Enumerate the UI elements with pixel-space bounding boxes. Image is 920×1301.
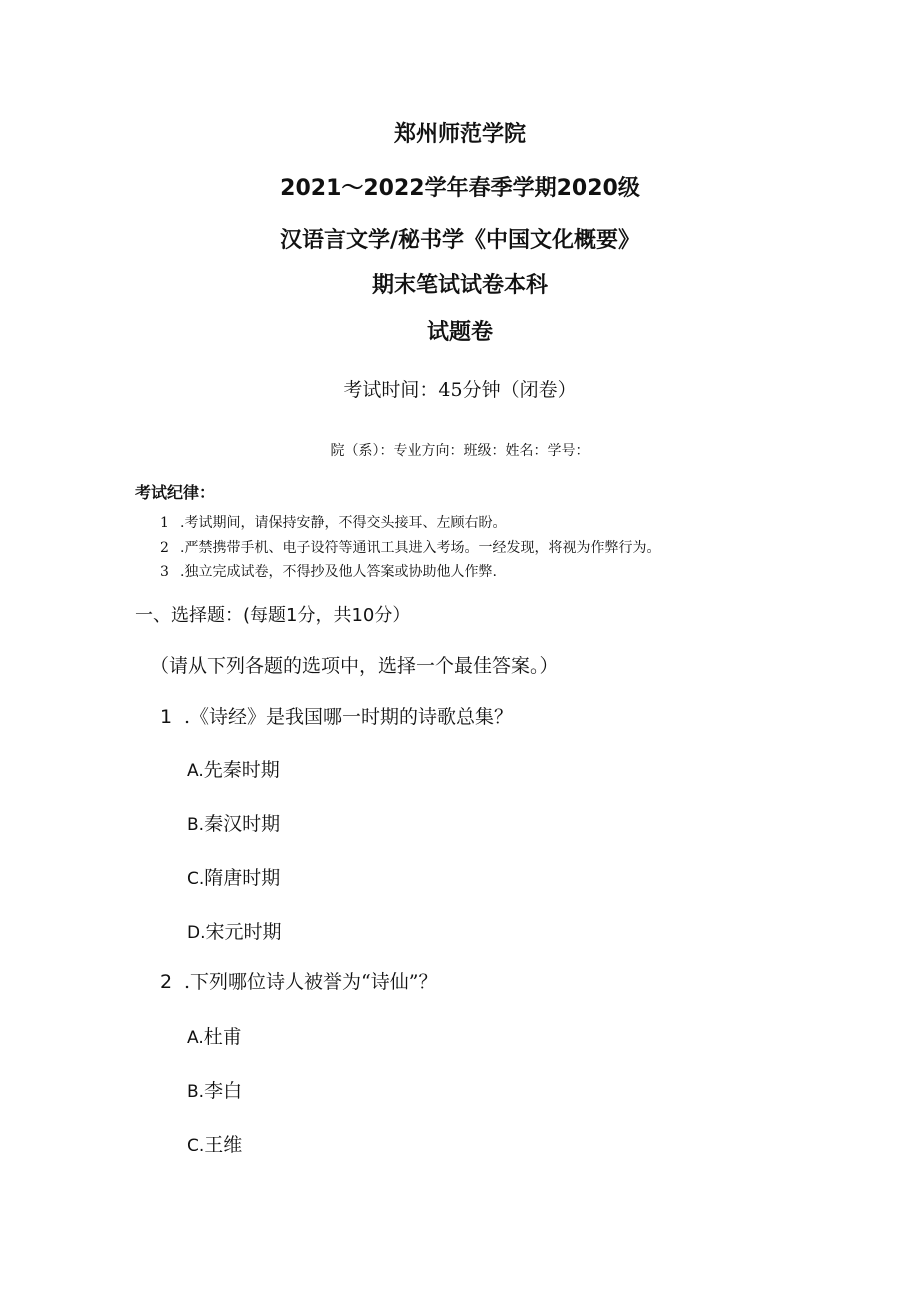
option-letter: A. bbox=[187, 761, 204, 781]
option-text: 秦汉时期 bbox=[204, 813, 281, 835]
rule-text: .独立完成试卷，不得抄及他人答案或协助他人作弊. bbox=[180, 564, 497, 580]
question-number: 1 bbox=[160, 706, 173, 728]
question-1-option-c bbox=[187, 864, 280, 893]
question-1-option-a bbox=[187, 756, 280, 785]
student-info-line: 院（系）：专业方向：班级：姓名：学号： bbox=[330, 443, 590, 459]
question-number: 2 bbox=[160, 971, 173, 993]
option-letter: C. bbox=[187, 1136, 205, 1156]
rule-number: 3 bbox=[160, 564, 169, 580]
rule-text: .严禁携带手机、电子设符等通讯工具进入考场。一经发现，将视为作弊行为。 bbox=[180, 540, 661, 556]
section-instruction: （请从下列各题的选项中，选择一个最佳答案。） bbox=[150, 655, 559, 677]
question-2-option-c bbox=[187, 1131, 242, 1160]
question-2-option-b bbox=[187, 1077, 242, 1106]
question-text: .下列哪位诗人被誉为“诗仙”？ bbox=[184, 971, 438, 993]
rule-item bbox=[160, 561, 497, 583]
rule-text: .考试期间，请保持安静，不得交头接耳、左顾右盼。 bbox=[180, 515, 507, 531]
option-letter: C. bbox=[187, 869, 205, 889]
option-text: 李白 bbox=[204, 1080, 243, 1102]
question-2-option-a bbox=[187, 1023, 242, 1052]
exam-type-title: 期末笔试试卷本科 bbox=[371, 273, 548, 298]
question-1 bbox=[160, 703, 513, 731]
option-text: 先秦时期 bbox=[203, 759, 280, 781]
option-letter: B. bbox=[187, 815, 205, 835]
option-text: 宋元时期 bbox=[205, 921, 282, 943]
question-1-option-b bbox=[187, 810, 280, 839]
rule-item bbox=[160, 512, 506, 534]
rule-number: 2 bbox=[160, 540, 169, 556]
option-text: 隋唐时期 bbox=[204, 867, 281, 889]
section-title: 一、选择题：(每题1分，共10分） bbox=[135, 605, 411, 626]
option-text: 王维 bbox=[204, 1134, 243, 1156]
rules-title: 考试纪律： bbox=[135, 483, 216, 502]
exam-time: 考试时间：45分钟（闭卷） bbox=[343, 379, 577, 401]
option-letter: D. bbox=[187, 923, 206, 943]
option-letter: A. bbox=[187, 1028, 204, 1048]
rule-item bbox=[160, 537, 660, 559]
rule-number: 1 bbox=[160, 515, 169, 531]
option-text: 杜甫 bbox=[203, 1026, 242, 1048]
course-title: 汉语言文学/秘书学《中国文化概要》 bbox=[279, 228, 641, 253]
semester-title: 2021～2022学年春季学期2020级 bbox=[280, 176, 640, 201]
option-letter: B. bbox=[187, 1082, 205, 1102]
question-1-option-d bbox=[187, 918, 282, 947]
paper-title: 试题卷 bbox=[426, 320, 493, 345]
school-name: 郑州师范学院 bbox=[393, 122, 526, 147]
question-text: .《诗经》是我国哪一时期的诗歌总集？ bbox=[184, 706, 514, 728]
question-2 bbox=[160, 968, 437, 996]
